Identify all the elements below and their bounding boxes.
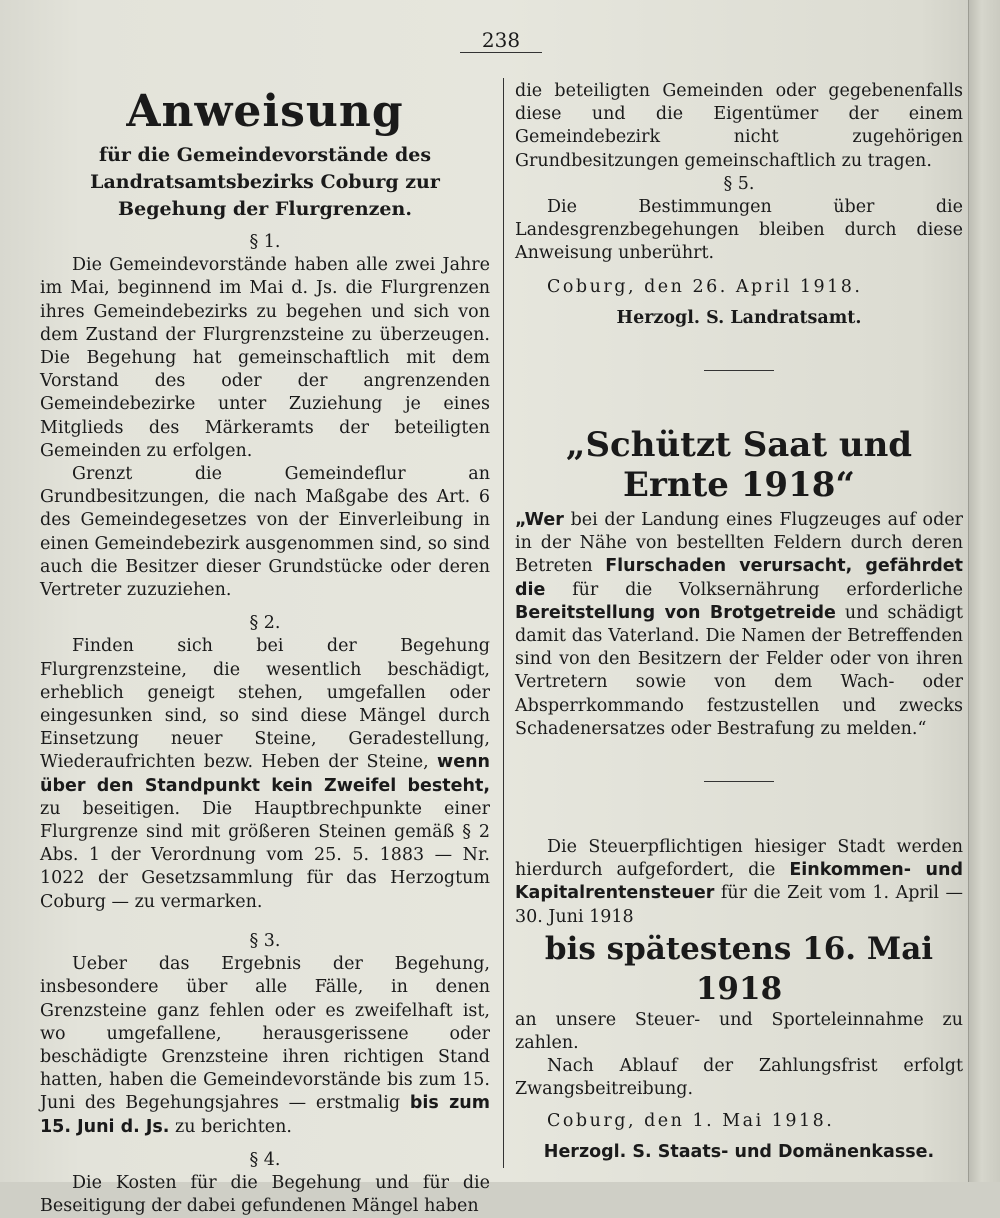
section-1-paragraph-2: Grenzt die Gemeindeflur an Grundbesitzungen, die nach Maßgabe des Art. 6 des Gemeindegesetzes von der Einverleibung in einen Gemeindebezirk ausgenommen sind, so sind auch die Besitzer dieser Grundstücke oder deren Vertreter zuzuziehen. [40,464,490,601]
notice-text-2: für die Volksernährung erforderliche [572,579,963,600]
tax-text-b: für die Zeit vom 1. April — 30. Juni 1918 [515,883,963,927]
tax-bold-text: Einkommen- und Kapitalrentensteuer [515,860,963,904]
document-title: Anweisung [126,86,404,137]
section-2-text-b: zu beseitigen. Die Hauptbrechpunkte einer Flurgrenze sind mit größeren Steinen gemäß § 2 Abs. 1 der Verordnung vom 25. 5. 1883 — Nr. 1022 der Gesetzsammlung für das Herzogtum Coburg — zu vermarken. [40,798,490,912]
right-column [515,80,963,1164]
section-1-paragraph-1: Die Gemeindevorstände haben alle zwei Jahre im Mai, beginnend im Mai d. Js. die Flurgrenzen ihres Gemeindebezirks zu begehen und sich von dem Zustand der Flurgrenzsteine zu überzeugen. Die Begehung hat gemeinschaftlich mit dem Vorstand des oder der angrenzenden Gemeindebezirke unter Zuziehung je eines Mitglieds des Märkeramts der beteiligten Gemeinden zu erfolgen. [40,255,490,461]
notice-text-3: und schädigt damit das Vaterland. Die Namen der Betreffenden sind von den Besitzern der Felder oder von ihren Vertretern sowie von dem Wach- oder Absperrkommando festzustellen und zwecks Schadenersatzes oder Bestrafung zu melden.“ [515,602,963,739]
section-1-heading: § 1. [249,232,281,252]
column-divider [503,78,504,1168]
date-line-2: Coburg, den 1. Mai 1918. [547,1110,835,1131]
section-4-heading: § 4. [249,1149,281,1170]
payment-deadline: bis spätestens 16. Mai 1918 [544,930,934,1007]
left-column [40,86,490,1218]
page-number-rule [460,52,542,53]
tax-text-a: Die Steuerpflichtigen hiesiger Stadt werden hierdurch aufgefordert, die [515,837,963,881]
page-number: 238 [481,28,521,52]
section-4-continuation: die beteiligten Gemeinden oder gegebenenfalls diese und die Eigentümer der einem Gemeindebezirk nicht zugehörigen Grundbesitzungen gemeinschaftlich zu tragen. [515,81,963,171]
notice-bold-3: Bereitstellung von Brotgetreide [515,602,836,623]
tax-paragraph [515,836,963,929]
section-3-bold-text: bis zum 15. Juni d. Js. [40,1093,490,1137]
tax-payment-place: an unsere Steuer- und Sporteleinnahme zu zahlen. [515,1009,963,1054]
section-3-heading: § 3. [249,930,281,951]
tax-enforcement-note: Nach Ablauf der Zahlungsfrist erfolgt Zwangsbeitreibung. [515,1056,963,1100]
signature-landratsamt: Herzogl. S. Landratsamt. [616,307,862,328]
section-3-paragraph [40,953,490,1139]
notice-title: „Schützt Saat und Ernte 1918“ [565,425,913,506]
section-4-paragraph: Die Kosten für die Begehung und für die Beseitigung der dabei gefundenen Mängel haben [40,1172,490,1217]
section-5-paragraph: Die Bestimmungen über die Landesgrenzbegehungen bleiben durch diese Anweisung unberührt. [515,197,963,264]
page-edge-shadow [968,0,1000,1182]
section-2-text-a: Finden sich bei der Begehung Flurgrenzsteine, die wesentlich beschädigt, erheblich geneigt stehen, umgefallen oder eingesunken sind, so sind diese Mängel durch Einsetzung neuer Steine, Geradestellung, Wiederaufrichten bezw. Heben der Steine, [40,636,490,773]
section-2-bold-text: wenn über den Standpunkt kein Zweifel besteht, [40,752,490,796]
date-line-1: Coburg, den 26. April 1918. [547,276,863,297]
notice-bold-2: Flurschaden verursacht, gefährdet die [515,556,963,600]
document-subtitle: für die Gemeindevorstände des Landratsamtsbezirks Coburg zur Begehung der Flurgrenzen. [90,144,440,220]
section-3-text-a: Ueber das Ergebnis der Begehung, insbesondere über alle Fälle, in denen Grenzsteine ganz fehlen oder es zweifelhaft ist, wo umgefallene, herausgerissene oder beschädigte Grenzsteine ihren richtigen Stand hatten, haben die Gemeindevorstände bis zum 15. Juni des Begehungsjahres — erstmalig [40,954,490,1114]
section-2-paragraph [40,635,490,913]
section-5-heading: § 5. [723,173,755,194]
section-3-text-b: zu berichten. [175,1116,292,1137]
section-2-heading: § 2. [249,613,281,634]
signature-staatskasse: Herzogl. S. Staats- und Domänenkasse. [543,1141,935,1162]
notice-paragraph [515,509,963,741]
notice-bold-1: „Wer [515,510,564,531]
notice-text-1: bei der Landung eines Flugzeuges auf oder in der Nähe von bestellten Feldern durch deren Betreten [515,510,963,577]
